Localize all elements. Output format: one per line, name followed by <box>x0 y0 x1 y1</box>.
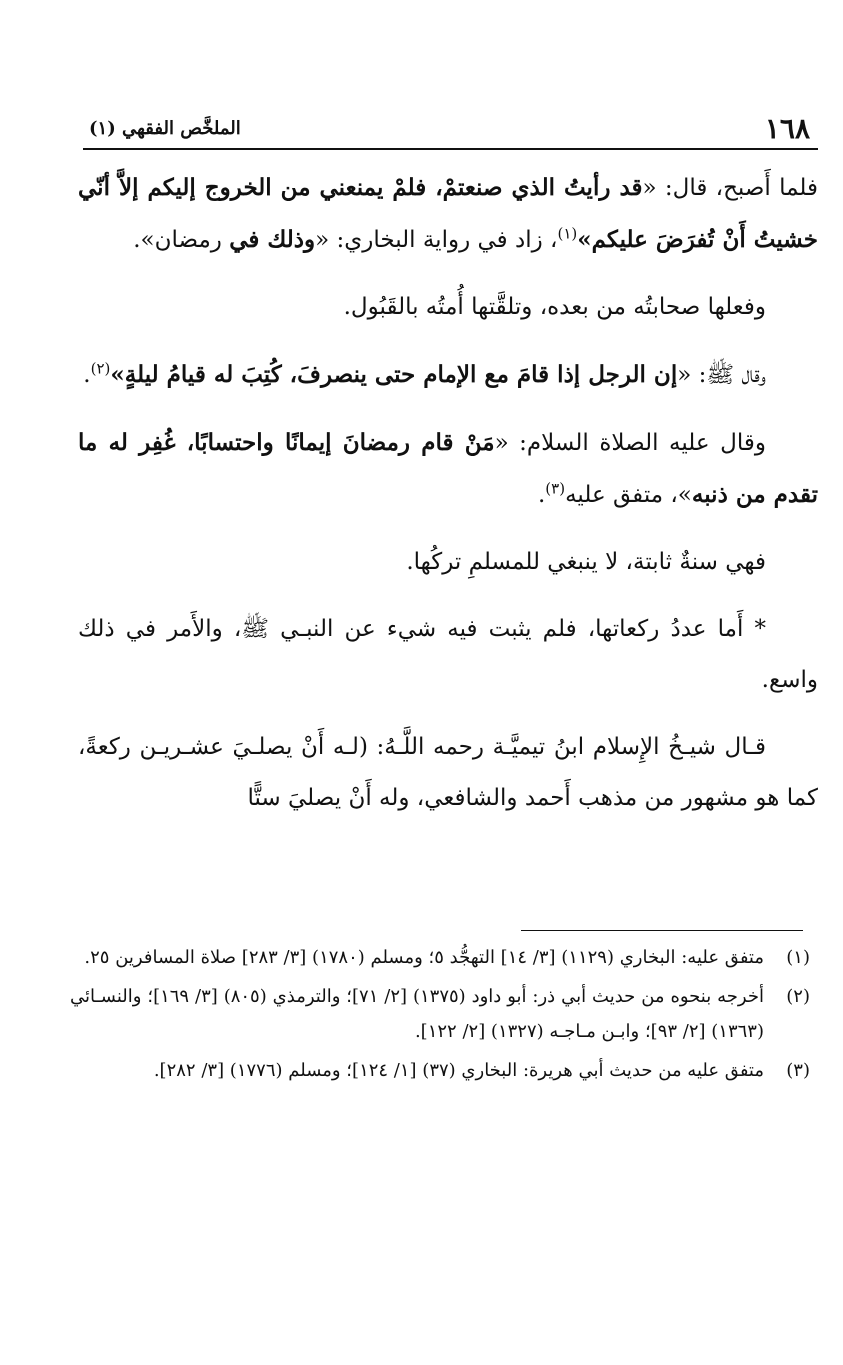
footnote-number: (٢) <box>786 986 810 1007</box>
footnote-text: متفق عليه من حديث أبي هريرة: البخاري (٣٧) [١/ ١٢٤]؛ ومسلم (١٧٧٦) [٣/ ٢٨٢]. <box>153 1060 764 1081</box>
footnote-1 <box>70 940 810 975</box>
main-text <box>78 162 818 840</box>
running-title: الملخَّص الفقهي (١) <box>89 118 241 139</box>
footnote-number: (٣) <box>786 1060 810 1081</box>
footnote-separator <box>521 930 803 931</box>
footnote-text: متفق عليه: البخاري (١١٢٩) [٣/ ١٤] التهجُّد ٥؛ ومسلم (١٧٨٠) [٣/ ٢٨٣] صلاة المسافرين ٢٥. <box>84 947 764 968</box>
page-number: ١٦٨ <box>764 112 810 145</box>
hadith-quote: مَنْ قام رمضانَ إيمانًا واحتسابًا، غُفِر له ما تقدم من ذنبه <box>78 429 818 508</box>
hadith-quote: وذلك في <box>229 226 316 253</box>
footnote-2 <box>70 979 810 1049</box>
footnote-text: أخرجه بنحوه من حديث أبي ذر: أبو داود (١٣٧٥) [٢/ ٧١]؛ والترمذي (٨٠٥) [٣/ ١٦٩]؛ والنسـائي (١٣٦٣) [٢/ ٩٣]؛ وابـن مـاجـه (١٣٢٧) [٢/ ١٢٢]. <box>70 986 764 1042</box>
paragraph-4: وقال عليه الصلاة السلام: «مَنْ قام رمضانَ إيمانًا واحتسابًا، غُفِر له ما تقدم من ذنبه»، متفق عليه$^{(٣)}$. <box>78 429 818 508</box>
footnote-ref: (٢) <box>90 359 111 378</box>
footnote-ref: (٣) <box>545 479 566 498</box>
footnote-ref: (١) <box>557 224 578 243</box>
footnote-3 <box>70 1053 810 1088</box>
paragraph-7: قـال شيـخُ الإِسلام ابنُ تيميَّـة رحمه اللَّـهُ: (لـه أَنْ يصلـيَ عشـريـن ركعةً، كما هو مشهور من مذهب أَحمد والشافعي، وله أَنْ يصليَ ستًّا <box>78 734 818 811</box>
footnote-number: (١) <box>786 947 810 968</box>
paragraph-5: فهي سنةٌ ثابتة، لا ينبغي للمسلمِ تركُها. <box>406 549 766 575</box>
paragraph-6: * أَما عددُ ركعاتها، فلم يثبت فيه شيء عن النبـي ﷺ، والأَمر في ذلك واسع. <box>78 616 818 693</box>
hadith-quote: إن الرجل إذا قامَ مع الإمام حتى ينصرفَ، كُتِبَ له قيامُ ليلةٍ <box>124 361 678 388</box>
footnotes <box>70 940 810 1092</box>
paragraph-3: وقال ﷺ: «إن الرجل إذا قامَ مع الإمام حتى ينصرفَ، كُتِبَ له قيامُ ليلةٍ»$^{(٢)}$. <box>83 359 766 388</box>
hadith-quote: قد رأيتُ الذي صنعتمْ، فلمْ يمنعني من الخروج إليكم إلاَّ أنّي خشيتُ أَنْ تُفرَضَ عليكم <box>78 174 818 253</box>
paragraph-2: وفعلها صحابتُه من بعده، وتلقَّتها أُمتُه بالقَبُول. <box>343 294 766 320</box>
paragraph-1: فلما أَصبح، قال: «قد رأيتُ الذي صنعتمْ، فلمْ يمنعني من الخروج إليكم إلاَّ أنّي خشيتُ أَنْ تُفرَضَ عليكم»$^{(١)}$، زاد في رواية البخاري: «وذلك في رمضان». <box>78 174 818 253</box>
page-header <box>83 108 818 150</box>
